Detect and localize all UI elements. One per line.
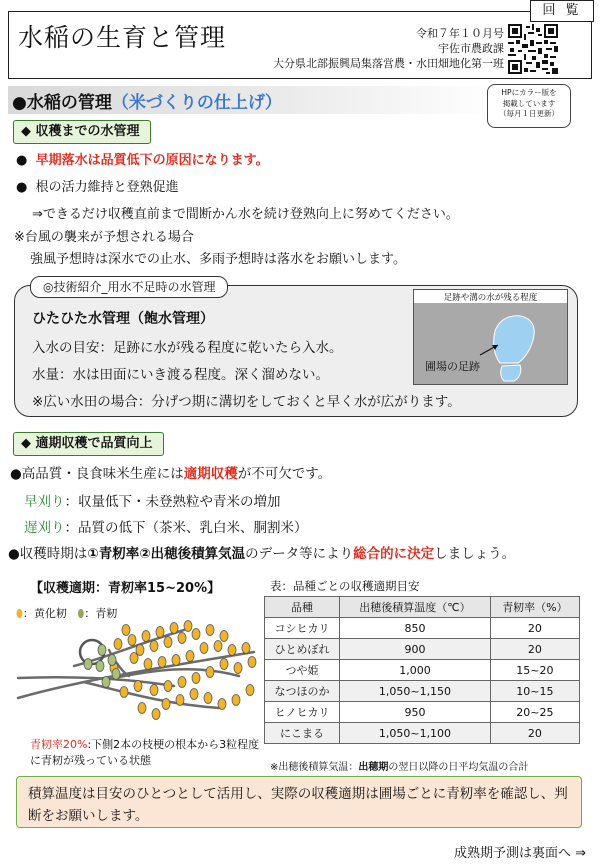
office-name: 宇佐市農政課 [438, 42, 504, 55]
rice-grain [178, 633, 186, 644]
panicle-title: 【収穫適期：青籾率15~20%】 [30, 581, 221, 596]
rice-grain [228, 645, 236, 656]
table-row [265, 723, 580, 744]
heading-main: 水稲の管理 [26, 93, 112, 113]
page-title: 水稲の生育と管理 [18, 23, 227, 52]
section-label-text: 収穫までの水管理 [35, 124, 140, 139]
bullet-text: 根の活力維持と登熟促進 [35, 180, 179, 195]
table-row [265, 660, 580, 681]
text-part: しましょう。 [434, 546, 516, 562]
note-highlight: 青籾率20% [30, 738, 88, 751]
rice-grain [234, 663, 242, 674]
rice-grain [170, 623, 178, 634]
rice-grain [192, 673, 200, 684]
text-part: の翌日以降の日平均気温の合計 [388, 762, 529, 773]
yellow-grain-icon: ⬮ [16, 607, 23, 620]
rice-grain [200, 643, 208, 654]
table-cell: 1,000 [340, 660, 491, 681]
column-header: 品種 [265, 597, 340, 618]
rice-grain [152, 709, 160, 720]
rice-grain [192, 629, 200, 640]
rice-grain [114, 639, 122, 650]
table-row [265, 702, 580, 723]
rice-grain [138, 703, 146, 714]
green-grain-icon: ⬮ [77, 607, 85, 620]
rice-grain [220, 659, 228, 670]
typhoon-note: ※台風の襲来が予想される場合 [14, 230, 194, 245]
rice-grain [128, 635, 136, 646]
table-cell: 20~25 [490, 702, 579, 723]
rice-grain [158, 657, 166, 668]
text-part: ：品質の低下（茶米、乳白米、胴割米） [64, 520, 308, 536]
table-cell: 10~15 [490, 681, 579, 702]
rice-grain [112, 669, 120, 680]
rice-grain [134, 681, 142, 692]
hp-note [487, 84, 571, 128]
rice-grain [150, 641, 158, 652]
circulation-stamp: 回 覧 [530, 0, 594, 22]
table-footnote [270, 758, 528, 773]
hp-note-line: HPにカラー版を [501, 88, 557, 97]
main-heading [12, 88, 282, 113]
summary-text: 積算温度は目安のひとつとして活用し、実際の収穫適期は圃場ごとに青籾率を確認し、判断をお願いします。 [28, 786, 568, 824]
table-cell: 1,050~1,150 [340, 681, 491, 702]
rice-grain [214, 641, 222, 652]
early-harvest-line [24, 490, 281, 510]
harvest-timing-line [8, 542, 515, 562]
table-cell: 850 [340, 618, 491, 639]
qr-code-icon[interactable] [508, 24, 558, 74]
late-harvest-label: 遅刈り [24, 520, 65, 536]
table-cell: 950 [340, 702, 491, 723]
table-header-row [265, 597, 580, 618]
rice-grain [218, 699, 226, 710]
instruction-line: ⇒できるだけ収穫直前まで間断かん水を続け登熟向上に努めてください。 [32, 207, 459, 222]
table-row [265, 639, 580, 660]
section-label-timely-harvest [13, 432, 164, 456]
rice-grain [204, 693, 212, 704]
table-cell: 20 [490, 618, 579, 639]
rice-grain [98, 645, 106, 656]
table-cell: つや姫 [265, 660, 340, 681]
rice-grain [220, 631, 228, 642]
footnote-term: 出穂期 [358, 762, 389, 773]
diamond-icon: ◆ [21, 436, 36, 451]
tech-title: ひたひた水管理（飽水管理） [32, 311, 214, 327]
rice-grain [150, 685, 158, 696]
tech-label: ◎技術紹介_用水不足時の水管理 [30, 276, 228, 298]
rice-grain [186, 651, 194, 662]
office-team: 大分県北部振興局集落営農・水田畑地化第一班 [273, 57, 504, 70]
rice-grain [84, 659, 92, 670]
rice-panicle-illustration [14, 620, 262, 730]
rice-grain [164, 681, 172, 692]
tech-line-volume: 水量：水は田面にいき渡る程度。深く溜めない。 [32, 367, 329, 383]
rice-grain [142, 631, 150, 642]
text-part: のデータ等により [245, 546, 354, 562]
heading-sub: （米づくりの仕上げ） [111, 93, 282, 113]
footprint-label: 圃場の足跡 [425, 360, 480, 373]
rice-grain [136, 645, 144, 656]
typhoon-instruction: 強風予想時は深水での止水、多雨予想時は落水をお願いします。 [30, 252, 406, 267]
late-harvest-line [24, 516, 308, 536]
table-caption: 表：品種ごとの収穫適期目安 [270, 579, 420, 593]
heading-bullet: ● [12, 93, 27, 113]
issue-date: 令和７年１０月号 [416, 27, 504, 40]
rice-grain [120, 687, 128, 698]
table-cell: 900 [340, 639, 491, 660]
tech-line-inflow: 入水の目安：足跡に水が残る程度に乾いたら入水。 [32, 340, 343, 356]
bullet-icon: ● [16, 180, 36, 195]
table-cell: 20 [490, 639, 579, 660]
rice-grain [178, 677, 186, 688]
bullet-icon: ● [16, 153, 36, 168]
table-cell: 1,050~1,100 [340, 723, 491, 744]
hp-note-line: 掲載しています [502, 98, 556, 108]
tech-line-wide-field: ※広い水田の場合：分げつ期に溝切をしておくと早く水が広がります。 [32, 394, 461, 410]
rice-grain [206, 625, 214, 636]
rice-grain [172, 655, 180, 666]
table-row [265, 681, 580, 702]
text-part: が不可欠です。 [237, 466, 332, 482]
bullet-early-drain [16, 149, 269, 168]
section-label-water-management [13, 120, 151, 144]
legend-green-label: ：青籾 [84, 607, 118, 620]
column-header: 出穂後積算温度（℃） [340, 597, 491, 618]
table-cell: なつほのか [265, 681, 340, 702]
table-cell: にこまる [265, 723, 340, 744]
rice-grain [156, 627, 164, 638]
hp-note-line: （毎月１日更新） [499, 109, 559, 118]
rice-grain [176, 695, 184, 706]
table-row [265, 618, 580, 639]
rice-grain [190, 689, 198, 700]
criteria-text: ①青籾率②出穂後積算気温 [87, 546, 246, 562]
section-label-text: 適期収穫で品質向上 [35, 436, 153, 451]
table-cell: 15~20 [490, 660, 579, 681]
early-harvest-label: 早刈り [24, 494, 65, 510]
rice-grain [206, 667, 214, 678]
harvest-table [264, 596, 580, 744]
note-text: :下側2本の枝梗の根本から3粒程度に青籾が残っている状態 [30, 738, 260, 767]
warning-text: 早期落水は品質低下の原因になります。 [35, 153, 269, 168]
emphasis-text: 総合的に決定 [353, 546, 435, 562]
rice-grain [232, 695, 240, 706]
table-cell: ヒノヒカリ [265, 702, 340, 723]
rice-grain [108, 655, 116, 666]
rice-grain [242, 643, 250, 654]
legend-yellow-label: ：黄化籾 [22, 607, 67, 620]
bullet-root-vitality [16, 176, 179, 195]
table-cell: コシヒカリ [265, 618, 340, 639]
rice-grain [102, 677, 110, 688]
text-part: ※出穂後積算気温： [270, 762, 359, 773]
column-header: 青籾率（%） [490, 597, 579, 618]
table-cell: ひとめぼれ [265, 639, 340, 660]
rice-grain [96, 661, 104, 672]
rice-grain [144, 659, 152, 670]
rice-grain [248, 657, 256, 668]
next-page-link[interactable]: 成熟期予測は裏面へ ⇒ [453, 846, 586, 861]
text-part: ●高品質・良食味米生産には [10, 466, 184, 482]
figure-caption: 足跡や溝の水が残る程度 [443, 293, 538, 303]
rice-grain [246, 685, 254, 696]
text-part: ：収量低下・未登熟粒や青米の増加 [64, 494, 281, 510]
diamond-icon: ◆ [21, 124, 36, 139]
quality-line [10, 462, 331, 482]
rice-grain [130, 653, 138, 664]
table-cell: 20 [490, 723, 579, 744]
text-part: ●収穫時期は [8, 546, 88, 562]
panicle-legend [16, 605, 117, 621]
emphasis-text: 適期収穫 [183, 466, 238, 482]
rice-grain [184, 621, 192, 632]
panicle-note [30, 737, 270, 769]
rice-grain [162, 699, 170, 710]
rice-grain [122, 625, 130, 636]
rice-grain [164, 637, 172, 648]
